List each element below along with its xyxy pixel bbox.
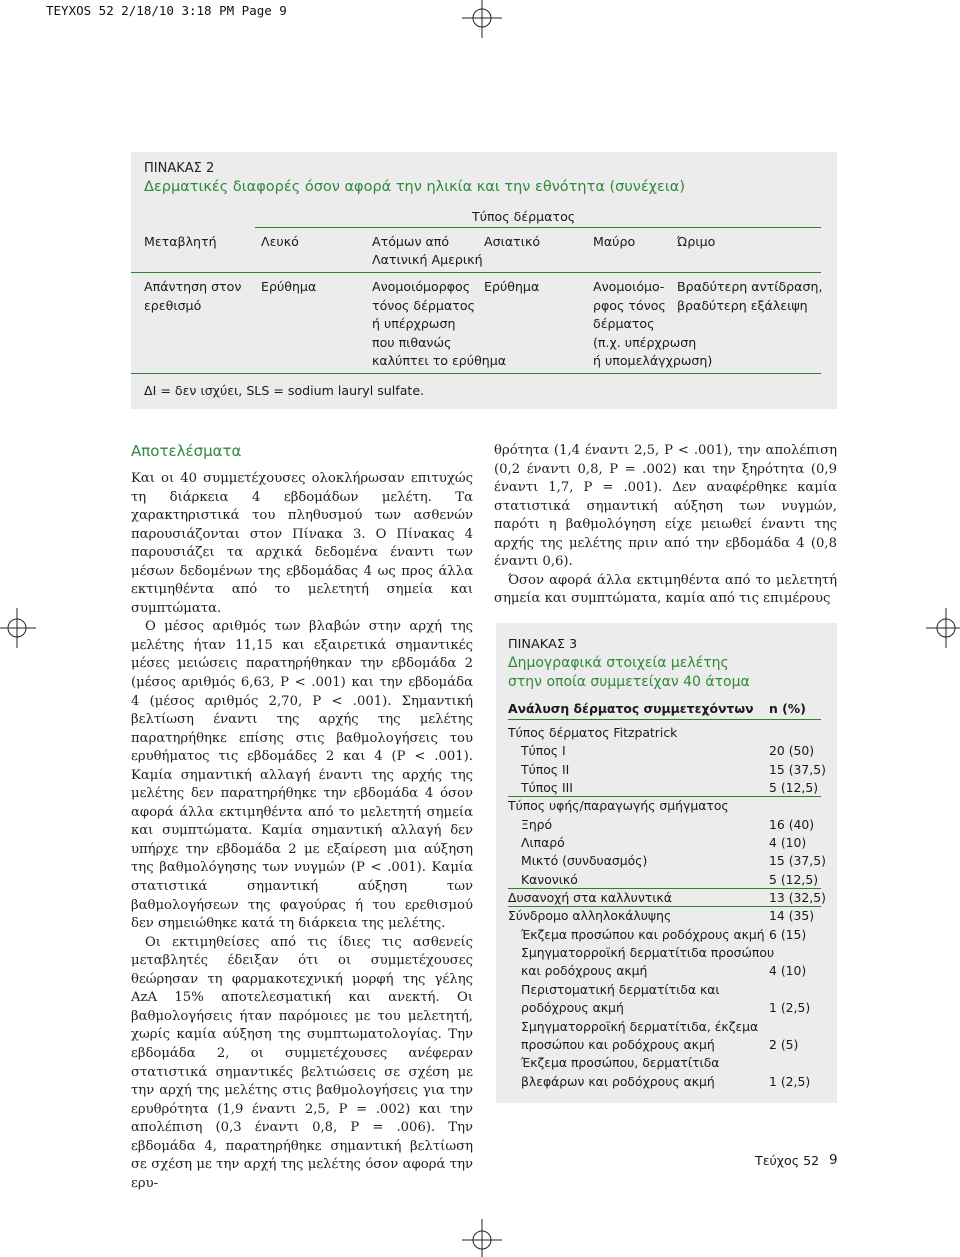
table-row [508,761,826,779]
row-label: Περιστοματική δερματίτιδα και [521,981,720,997]
table-row [508,981,823,999]
row-value: 20 (50) [769,743,815,759]
print-slug: TEYXOS 52 2/18/10 3:18 PM Page 9 [46,3,287,18]
cell-black-3: δέρματος [593,316,655,331]
cell-latino-1: Ανομοιόμορφος [372,279,471,294]
row-label: Έκζεμα προσώπου και ροδόχρους ακμή [521,926,765,942]
cell-latino-4: που πιθανώς [372,335,452,350]
group-header-rule [255,227,821,228]
table-row [508,1073,823,1091]
table-row [508,834,823,852]
header-rule [508,719,821,720]
table-2-title: Δερματικές διαφορές όσον αφορά την ηλικία και την εθνότητα (συνέχεια) [144,179,686,195]
crop-mark-left [0,608,36,648]
paragraph: θρότητα (1,4 έναντι 2,5, P < .001), την απολέπιση (0,2 έναντι 0,8, P = .002) και την ξηρότητα (0,9 έναντι 1,7, P = .001). Δεν αναφέρθηκε καμία στατιστικά σημαντική αύξηση των νυγμών, παρότι η βαθμολόγηση είχε μειωθεί έναντι της αρχής της μελέτης πριν από την εβδομάδα 4 (0,8 έναντι 0,6). [494,443,837,570]
table-row [508,962,823,980]
cell-mature-2: βραδύτερη εξάλειψη [677,298,808,313]
table-row [508,1036,823,1054]
table-row [508,871,823,889]
table-row [508,944,823,962]
row-label: Τύπος ΙΙ [521,761,570,777]
row-label: Τύπος δέρματος Fitzpatrick [508,725,678,740]
paragraph: Όσον αφορά άλλα εκτιμηθέντα από το μελετητή σημεία και συμπτώματα, καμία από τις επιμέρους [494,572,837,607]
cell-black-5: ή υπομελάγχρωση) [593,353,713,368]
col-latino-2: Λατινική Αμερική [372,252,483,267]
row-label: Τύπος υφής/παραγωγής σμήγματος [508,798,729,814]
row-value: 1 (2,5) [769,1073,811,1089]
crop-mark-bottom [462,1219,502,1257]
col-mature: Ώριμο [677,234,716,249]
table-row [508,742,823,760]
cell-variable-1: Απάντηση στον [144,279,242,294]
table-row [508,816,823,834]
crop-mark-right [926,608,960,648]
cell-mature-1: Βραδύτερη αντίδραση, [677,279,823,294]
col-variable: Μεταβλητή [144,234,217,249]
row-label: Κανονικό [521,871,578,887]
row-value: 13 (32,5) [769,890,826,906]
row-value: 5 (12,5) [769,871,819,887]
table-3-title-line-1: Δημογραφικά στοιχεία μελέτης [508,655,729,671]
cell-white: Ερύθημα [261,279,317,294]
row-value: 5 (12,5) [769,780,819,796]
col-white: Λευκό [261,234,299,249]
header-rule [131,272,821,273]
row-value: 14 (35) [769,908,815,924]
row-value: 6 (15) [769,926,807,942]
cell-black-4: (π.χ. υπέρχρωση [593,335,697,350]
table-row [508,779,823,797]
cell-black-1: Ανομοιόμο- [593,279,665,294]
row-label: Τύπος Ι [521,743,566,759]
row-label: και ροδόχρους ακμή [521,963,648,979]
header-n: n (%) [769,701,806,716]
page-number: 9 [829,1152,838,1168]
row-value: 1 (2,5) [769,1000,811,1016]
row-value: 4 (10) [769,835,807,851]
col-black: Μαύρο [593,234,636,249]
row-label: Σύνδρομο αλληλοκάλυψης [508,908,672,924]
body-column-left [131,470,473,1193]
table-2-label: ΠΙΝΑΚΑΣ 2 [144,161,215,176]
cell-variable-2: ερεθισμό [144,298,202,313]
row-label: Έκζεμα προσώπου, δερματίτιδα [521,1055,720,1071]
col-asian: Ασιατικό [484,234,541,249]
row-value: 16 (40) [769,816,815,832]
paragraph: Οι εκτιμηθείσες από τις ίδιες τις ασθενείς μεταβλητές έδειξαν ότι οι συμμετέχουσες θεώρησαν τη φαρμακοτεχνική μορφή της γέλης AzA 15% αποτελεσματική και ανεκτή. Οι βαθμολογήσεις ήταν παρόμοιες με του μελετητή, χωρίς καμία αύξηση της συμπτωματολογίας. Την εβδομάδα 2, οι συμμετέχουσες ανέφεραν στατιστικά σημαντικές βελτιώσεις σε σχέση με την αρχή της μελέτης στις βαθμολογήσεις για την ερυθρότητα (1,9 έναντι 2,5, P = .002) και την απολέπιση (0,3 έναντι 0,8, P = .006). Την εβδομάδα 4, παρατηρήθηκε σημαντική βελτίωση σε σχέση με την αρχή της μελέτης όσον αφορά την ερυ- [131,934,473,1191]
table-row [508,724,823,742]
row-label: Τύπος ΙΙΙ [521,780,573,796]
row-label: Σμηγματορροϊκή δερματίτιδα, έκζεμα [521,1018,759,1034]
row-label: ροδόχρους ακμή [521,1000,624,1016]
paragraph: Και οι 40 συμμετέχουσες ολοκλήρωσαν επιτυχώς τη διάρκεια 4 εβδομάδων μελέτη. Τα χαρακτηριστικά του πληθυσμού των ασθενών παρουσιάζονται στον Πίνακα 3. Ο Πίνακας 4 παρουσιάζει τα αρχικά δεδομένα έναντι των μέσων δεδομένων της εβδομάδας 4 ως προς άλλα εκτιμηθέντα από το μελετητή σημεία και συμπτώματα. [131,471,473,616]
cell-latino-3: ή υπέρχρωση [372,316,456,331]
row-value: 2 (5) [769,1036,799,1052]
row-label: προσώπου και ροδόχρους ακμή [521,1036,715,1052]
paragraph: Ο μέσος αριθμός των βλαβών στην αρχή της μελέτης ήταν 11,15 και εξαιρετικά σημαντικές μέσες μειώσεις παρατηρήθηκαν την εβδομάδα 2 (μέσος αριθμός 6,63, P < .001) και την εβδομάδα 4 (μέσος αριθμός 2,70, P < .001). Σημαντική βελτίωση έναντι της αρχής της μελέτης παρατηρήθηκε επίσης στις βαθμολογήσεις του ερυθήματος τις εβδομάδες 2 και 4 (P < .001). Καμία σημαντική αλλαγή έναντι της αρχής της μελέτης δεν παρατηρήθηκε την εβδομάδα 4 όσον αφορά άλλα εκτιμηθέντα από το μελετητή σημεία και συμπτώματα. Καμία σημαντική αλλαγή δεν υπήρχε την εβδομάδα 2 με εξαίρεση μια αύξηση της βαθμολόγησης των νυγμών (P < .001). Καμία στατιστικά σημαντική αύξηση των βαθμολογήσεων της φαγούρας ή του ερεθισμού δεν σημειώθηκε κατά τη διάρκεια της μελέτης. [131,619,473,932]
row-label: Μικτό (συνδυασμός) [521,853,648,869]
row-label: βλεφάρων και ροδόχρους ακμή [521,1073,715,1089]
table-2-panel [131,152,837,409]
cell-latino-5: καλύπτει το ερύθημα [372,353,507,368]
cell-asian: Ερύθημα [484,279,540,294]
row-label: Ξηρό [521,816,553,832]
table-row [508,797,823,815]
section-title: Αποτελέσματα [131,442,242,460]
row-label: Δυσανοχή στα καλλυντικά [508,890,672,906]
cell-latino-2: τόνος δέρματος [372,298,475,313]
table-3-title [508,654,750,691]
table-3-panel [496,623,837,1103]
crop-mark-top [462,0,502,38]
cell-black-2: ρφος τόνος [593,298,666,313]
table-row [508,999,823,1017]
row-label: Λιπαρό [521,835,565,851]
table-3-header [508,701,814,716]
header-label: Ανάλυση δέρματος συμμετεχόντων [508,701,754,716]
journal-issue: Τεύχος 52 [755,1153,820,1168]
table-row [508,907,823,925]
row-value: 15 (37,5) [769,761,826,777]
bottom-rule [131,373,821,374]
col-latino-1: Ατόμων από [372,234,450,249]
table-3-label: ΠΙΝΑΚΑΣ 3 [508,637,578,652]
table-row [508,1018,823,1036]
body-column-right [494,442,837,609]
table-row [508,852,826,870]
group-header: Τύπος δέρματος [472,209,576,224]
table-row [508,926,823,944]
table-3-title-line-2: στην οποία συμμετείχαν 40 άτομα [508,673,750,690]
table-2-footnote: ΔΙ = δεν ισχύει, SLS = sodium lauryl sulfate. [144,383,425,398]
row-label: Σμηγματορροϊκή δερματίτιδα προσώπου [521,945,775,961]
table-3-rows [508,724,826,1091]
row-value: 4 (10) [769,963,807,979]
table-row [508,889,826,907]
row-value: 15 (37,5) [769,853,826,869]
table-row [508,1054,823,1072]
